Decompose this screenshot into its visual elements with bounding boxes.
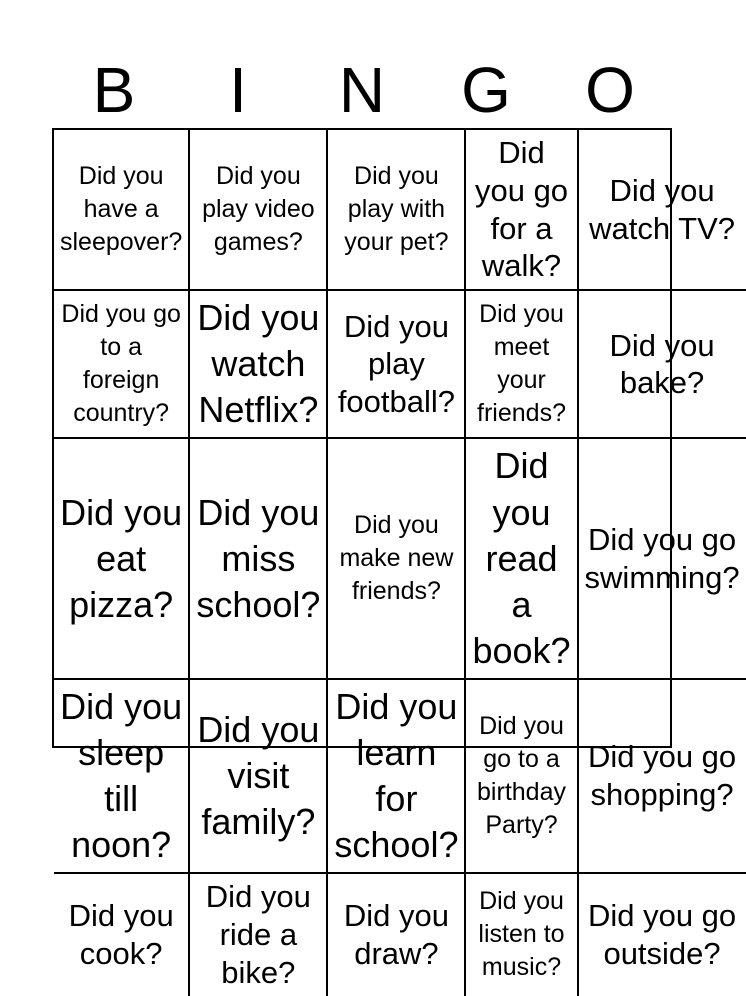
cell-text: Did you go for a walk? — [474, 135, 569, 284]
header-letter-g: G — [461, 54, 511, 126]
bingo-cell[interactable] — [54, 874, 190, 995]
bingo-cell[interactable] — [579, 680, 746, 874]
bingo-cell[interactable] — [328, 439, 466, 679]
bingo-cell[interactable] — [466, 291, 578, 439]
bingo-cell[interactable] — [466, 680, 578, 874]
bingo-cell[interactable] — [466, 439, 578, 679]
bingo-cell[interactable] — [579, 291, 746, 439]
cell-text: Did you go outside? — [587, 898, 737, 971]
header-letter-i: I — [229, 54, 247, 126]
cell-text: Did you go shopping? — [587, 739, 737, 813]
header-letter-b: B — [92, 54, 136, 126]
cell-text: Did you meet your friends? — [477, 300, 566, 428]
bingo-cell[interactable] — [54, 680, 190, 874]
cell-text: Did you watch Netflix? — [197, 297, 320, 431]
bingo-cell[interactable] — [328, 291, 466, 439]
cell-text: Did you watch TV? — [589, 172, 735, 246]
bingo-cell[interactable] — [579, 874, 746, 995]
cell-text: Did you play video games? — [202, 162, 315, 257]
bingo-cell[interactable] — [54, 291, 190, 439]
cell-text: Did you have a sleepover? — [60, 162, 183, 257]
cell-text: Did you draw? — [343, 898, 449, 971]
cell-text: Did you play football? — [337, 308, 456, 420]
bingo-cell[interactable] — [190, 874, 328, 995]
bingo-cell[interactable] — [54, 130, 190, 291]
bingo-cell[interactable] — [466, 130, 578, 291]
cell-text: Did you listen to music? — [478, 887, 565, 982]
bingo-cell[interactable] — [190, 130, 328, 291]
cell-text: Did you go swimming? — [584, 521, 740, 595]
cell-text: Did you go to a birthday Party? — [477, 712, 566, 840]
bingo-header — [52, 52, 672, 128]
cell-text: Did you visit family? — [197, 708, 320, 843]
bingo-cell[interactable] — [328, 680, 466, 874]
cell-text: Did you miss school? — [196, 491, 321, 625]
cell-text: Did you sleep till noon? — [60, 685, 183, 866]
cell-text: Did you go to a foreign country? — [61, 300, 181, 428]
header-letter-o: O — [585, 54, 635, 126]
bingo-cell[interactable] — [579, 439, 746, 679]
cell-text: Did you learn for school? — [334, 685, 459, 866]
cell-text: Did you eat pizza? — [60, 491, 183, 625]
cell-text: Did you make new friends? — [339, 511, 454, 606]
bingo-cell[interactable] — [54, 439, 190, 679]
cell-text: Did you read a book? — [472, 445, 571, 671]
header-letter-n: N — [338, 54, 386, 126]
bingo-cell[interactable] — [328, 130, 466, 291]
bingo-cell[interactable] — [328, 874, 466, 995]
bingo-cell[interactable] — [466, 874, 578, 995]
bingo-grid — [52, 128, 740, 990]
cell-text: Did you cook? — [68, 898, 174, 971]
cell-text: Did you play with your pet? — [344, 162, 449, 257]
bingo-cell[interactable] — [579, 130, 746, 291]
cell-text: Did you ride a bike? — [205, 879, 311, 990]
bingo-cell[interactable] — [190, 291, 328, 439]
bingo-cell[interactable] — [190, 439, 328, 679]
bingo-cell[interactable] — [190, 680, 328, 874]
cell-text: Did you bake? — [609, 327, 715, 401]
